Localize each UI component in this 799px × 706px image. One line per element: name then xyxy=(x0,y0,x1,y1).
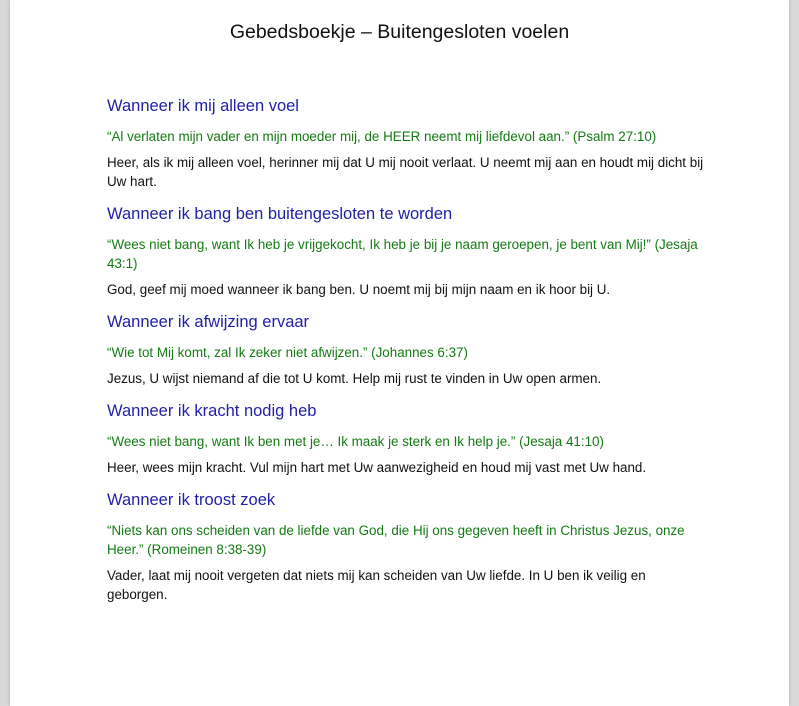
section-heading: Wanneer ik mij alleen voel xyxy=(107,97,299,115)
prayer-text: God, geef mij moed wanneer ik bang ben. U noemt mij bij mijn naam en ik hoor bij U. xyxy=(107,282,611,297)
bible-verse: “Al verlaten mijn vader en mijn moeder mij, de HEER neemt mij liefdevol aan.” (Psalm 27:10) xyxy=(107,129,657,144)
bible-verse: “Wees niet bang, want Ik heb je vrijgekocht, Ik heb je bij je naam geroepen, je bent van Mij!” (Jesaja 43:1) xyxy=(107,237,698,271)
section-heading: Wanneer ik bang ben buitengesloten te worden xyxy=(107,205,453,223)
bible-verse: “Wees niet bang, want Ik ben met je… Ik maak je sterk en Ik help je.” (Jesaja 41:10) xyxy=(107,434,604,449)
bible-verse: “Niets kan ons scheiden van de liefde van God, die Hij ons gegeven heeft in Christus Jezus, onze Heer.” (Romeinen 8:38-39) xyxy=(107,523,685,557)
prayer-text: Jezus, U wijst niemand af die tot U komt. Help mij rust te vinden in Uw open armen. xyxy=(107,371,602,386)
section-heading: Wanneer ik afwijzing ervaar xyxy=(107,313,310,331)
bible-verse: “Wie tot Mij komt, zal Ik zeker niet afwijzen.” (Johannes 6:37) xyxy=(107,345,468,360)
prayer-section xyxy=(107,204,707,299)
prayer-section xyxy=(107,401,707,477)
prayer-text: Heer, als ik mij alleen voel, herinner mij dat U mij nooit verlaat. U neemt mij aan en houdt mij dicht bij Uw hart. xyxy=(107,155,704,189)
section-heading: Wanneer ik kracht nodig heb xyxy=(107,402,317,420)
prayer-section xyxy=(107,96,707,191)
prayer-text: Vader, laat mij nooit vergeten dat niets mij kan scheiden van Uw liefde. In U ben ik veilig en geborgen. xyxy=(107,568,646,602)
prayer-text: Heer, wees mijn kracht. Vul mijn hart met Uw aanwezigheid en houd mij vast met Uw hand. xyxy=(107,460,647,475)
prayer-section xyxy=(107,312,707,388)
document-content xyxy=(107,96,707,617)
page-title: Gebedsboekje – Buitengesloten voelen xyxy=(229,21,570,43)
section-heading: Wanneer ik troost zoek xyxy=(107,491,276,509)
prayer-section xyxy=(107,490,707,604)
document-page xyxy=(10,0,789,706)
